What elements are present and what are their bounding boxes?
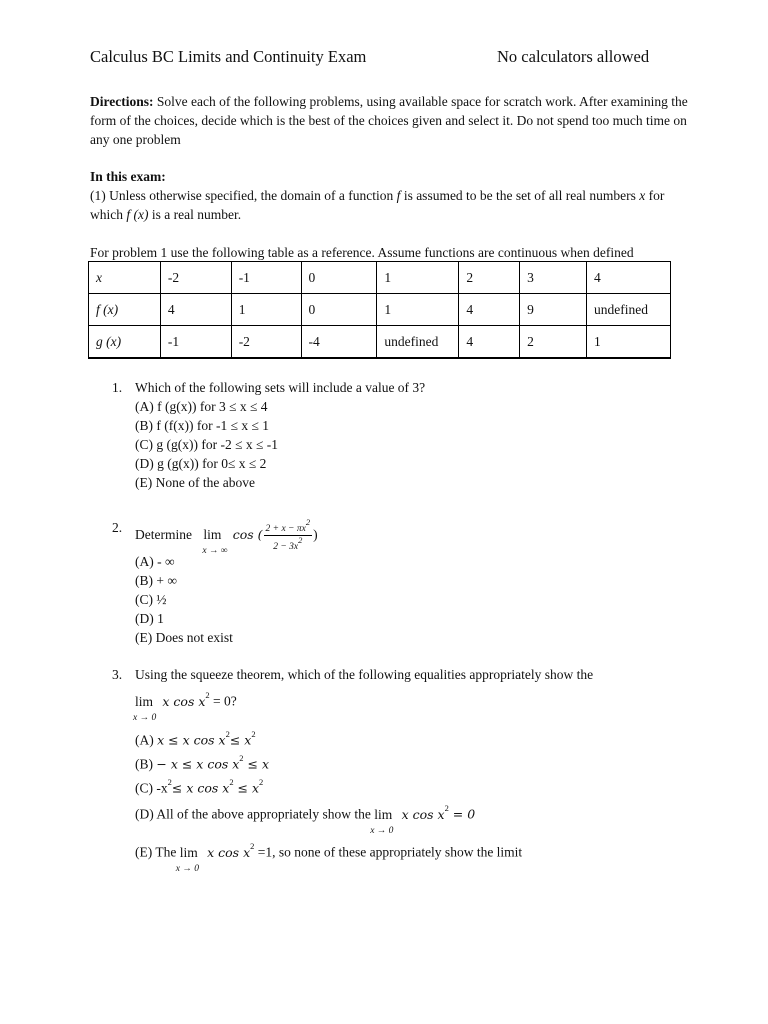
option-d[interactable]: (D) 1 — [135, 611, 164, 626]
option-e[interactable]: (E) Does not exist — [135, 630, 233, 645]
option-e[interactable]: (E) The lim x → 0 x $\cos x^2 =1$, so none of these appropriately show the limit — [135, 841, 523, 874]
stem-text: Determine — [135, 526, 192, 542]
table-cell: 1 — [231, 294, 301, 326]
table-cell: -1 — [231, 262, 301, 294]
table-cell: undefined — [377, 326, 459, 359]
table-cell: 2 — [459, 262, 520, 294]
option-b[interactable]: (B) f (f(x)) for -1 ≤ x ≤ 1 — [135, 418, 270, 433]
question-stem — [135, 517, 695, 556]
table-cell: 1 — [377, 294, 459, 326]
table-row-x — [89, 262, 671, 294]
directions-text: Solve each of the following problems, using available space for scratch work. After examining the form of the choices, decide which is the best of the choices given and select it. Do not spend too much time on any one problem — [90, 94, 688, 147]
table-cell: 9 — [520, 294, 587, 326]
option-c[interactable]: (C) $-x^2\le x$ $\cos x^2 \le x^2$ — [135, 777, 264, 796]
limit-operator: lim x → 0 — [370, 806, 394, 836]
question-number: 2. — [112, 520, 123, 535]
table-cell: 1 — [377, 262, 459, 294]
table-cell: 4 — [587, 262, 671, 294]
table-row-g — [89, 326, 671, 359]
calculator-notice: No calculators allowed — [497, 47, 650, 66]
option-a[interactable]: (A) x ≤ x $\cos x^2\le x^2$ — [135, 729, 256, 748]
rule-text-3: for which — [90, 188, 665, 222]
question-stem: Which of the following sets will include a value of 3? — [135, 380, 426, 395]
option-a[interactable]: (A) f (g(x)) for 3 ≤ x ≤ 4 — [135, 399, 268, 414]
rule-x: x — [639, 188, 646, 203]
directions-label: Directions: — [90, 94, 154, 109]
exam-title: Calculus BC Limits and Continuity Exam — [90, 47, 367, 66]
rule-f: f — [396, 188, 401, 203]
option-e[interactable]: (E) None of the above — [135, 475, 255, 490]
table-cell: -1 — [160, 326, 231, 359]
question-1 — [112, 378, 692, 498]
option-a[interactable]: (A) - ∞ — [135, 554, 175, 569]
squeeze-limit-expression: lim x → 0 x $\cos x^2 = 0$? — [133, 690, 237, 723]
question-stem: Using the squeeze theorem, which of the following equalities appropriately show the — [135, 667, 594, 682]
table-cell: 1 — [587, 326, 671, 359]
table-cell: -2 — [231, 326, 301, 359]
option-c[interactable]: (C) ½ — [135, 592, 167, 607]
limit-operator: lim x → ∞ — [202, 526, 228, 556]
table-row-f — [89, 294, 671, 326]
table-cell: 2 — [520, 326, 587, 359]
question-number: 1. — [112, 380, 123, 395]
limit-operator: lim x → 0 — [133, 693, 157, 723]
table-cell: x — [89, 262, 161, 294]
limit-operator: lim x → 0 — [175, 844, 199, 874]
option-b[interactable]: (B) − x ≤ x $\cos x^2 \le x$ — [135, 753, 270, 772]
question-3 — [112, 665, 692, 875]
option-b[interactable]: (B) + ∞ — [135, 573, 177, 588]
table-cell: 4 — [459, 294, 520, 326]
table-caption: For problem 1 use the following table as a reference. Assume functions are continuous when defined — [90, 245, 634, 260]
table-cell: f (x) — [89, 294, 161, 326]
option-d[interactable]: (D) g (g(x)) for 0≤ x ≤ 2 — [135, 456, 267, 471]
table-cell: -2 — [160, 262, 231, 294]
directions-paragraph — [90, 92, 690, 149]
option-d[interactable]: (D) All of the above appropriately show the lim x → 0 x $\cos x^2 = 0$ — [135, 803, 476, 836]
table-cell: 3 — [520, 262, 587, 294]
reference-table — [88, 261, 671, 359]
rule-text-1: (1) Unless otherwise specified, the domain of a function — [90, 188, 397, 203]
exam-rules-heading: In this exam: — [90, 169, 166, 184]
exam-rule-domain — [90, 186, 690, 224]
table-cell: 0 — [301, 294, 377, 326]
option-c[interactable]: (C) g (g(x)) for -2 ≤ x ≤ -1 — [135, 437, 279, 452]
close-paren: ) — [313, 526, 318, 542]
question-2 — [112, 518, 692, 648]
table-cell: g (x) — [89, 326, 161, 359]
cos-function: cos ( — [232, 526, 263, 542]
limit-fraction: $\frac{2 + x - \pi x^2}{2 - 3x^2}$ — [265, 517, 311, 553]
rule-text-2: is assumed to be the set of all real numbers — [400, 188, 640, 203]
question-number: 3. — [112, 667, 123, 682]
table-cell: 4 — [459, 326, 520, 359]
rule-text-4: is a real number. — [148, 207, 242, 222]
table-cell: -4 — [301, 326, 377, 359]
table-cell: undefined — [587, 294, 671, 326]
table-cell: 0 — [301, 262, 377, 294]
rule-fx: f (x) — [126, 207, 149, 222]
table-cell: 4 — [160, 294, 231, 326]
